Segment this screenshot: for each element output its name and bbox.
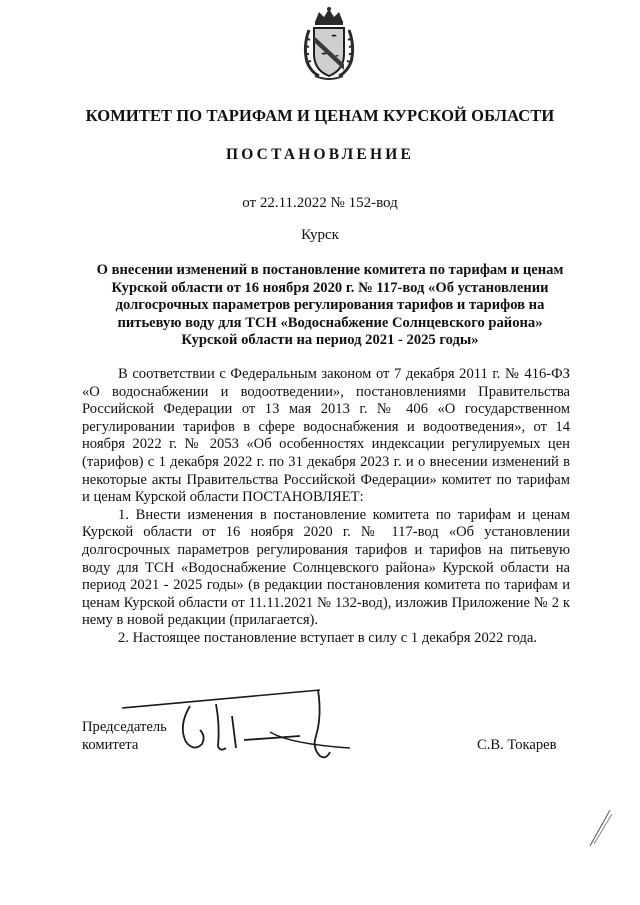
title-line: Курской области от 16 ноября 2020 г. № 117-вод «Об установлении <box>111 279 549 296</box>
signatory-name: С.В. Токарев <box>477 737 557 753</box>
preamble-paragraph: В соответствии с Федеральным законом от 7 декабря 2011 г. № 416-ФЗ «О водоснабжении и водоотведении», постановлениями Правительства Российской Федерации от 13 мая 2013 г. № 406 «О государственном регулировании тарифов в сфере водоснабжения и водоотведения», от 14 ноября 2022 г. № 2053 «Об особенностях индексации регулируемых цен (тарифов) с 1 декабря 2022 г. по 31 декабря 2023 г. и о внесении изменений в некоторые акты Правительства Российской Федерации» комитет по тарифам и ценам Курской области ПОСТАНОВЛЯЕТ: <box>82 366 570 506</box>
document-date-number: от 22.11.2022 № 152-вод <box>242 195 398 211</box>
handwritten-signature <box>120 686 360 768</box>
item-1-paragraph: 1. Внести изменения в постановление комитета по тарифам и ценам Курской области от 16 ноября 2020 г. № 117-вод «Об установлении долгосрочных параметров регулирования тарифов и тарифов на питьевую воду для ТСН «Водоснабжение Солнцевского района» Курской области на период 2021 - 2025 годы» (в редакции постановления комитета по тарифам и ценам Курской области от 11.11.2021 № 132-вод), изложив Приложение № 2 к нему в новой редакции (прилагается). <box>82 506 570 629</box>
item-2-paragraph: 2. Настоящее постановление вступает в силу с 1 декабря 2022 года. <box>118 629 538 646</box>
document-title <box>82 262 578 350</box>
pen-stroke-mark <box>588 808 614 848</box>
document-city: Курск <box>301 227 339 243</box>
signatory-position-line: комитета <box>82 737 139 753</box>
title-line: долгосрочных параметров регулирования тарифов и тарифов на <box>115 297 545 313</box>
title-line: питьевую воду для ТСН «Водоснабжение Солнцевского района» <box>117 314 543 331</box>
title-line: Курской области на период 2021 - 2025 годы» <box>181 332 479 348</box>
title-line: О внесении изменений в постановление комитета по тарифам и ценам <box>96 262 564 278</box>
document-type: ПОСТАНОВЛЕНИЕ <box>225 146 415 163</box>
document-body <box>82 366 570 648</box>
signatory-position-line: Председатель <box>82 719 167 735</box>
coat-of-arms-icon <box>301 6 357 80</box>
committee-name: КОМИТЕТ ПО ТАРИФАМ И ЦЕНАМ КУРСКОЙ ОБЛАСТИ <box>85 106 555 125</box>
